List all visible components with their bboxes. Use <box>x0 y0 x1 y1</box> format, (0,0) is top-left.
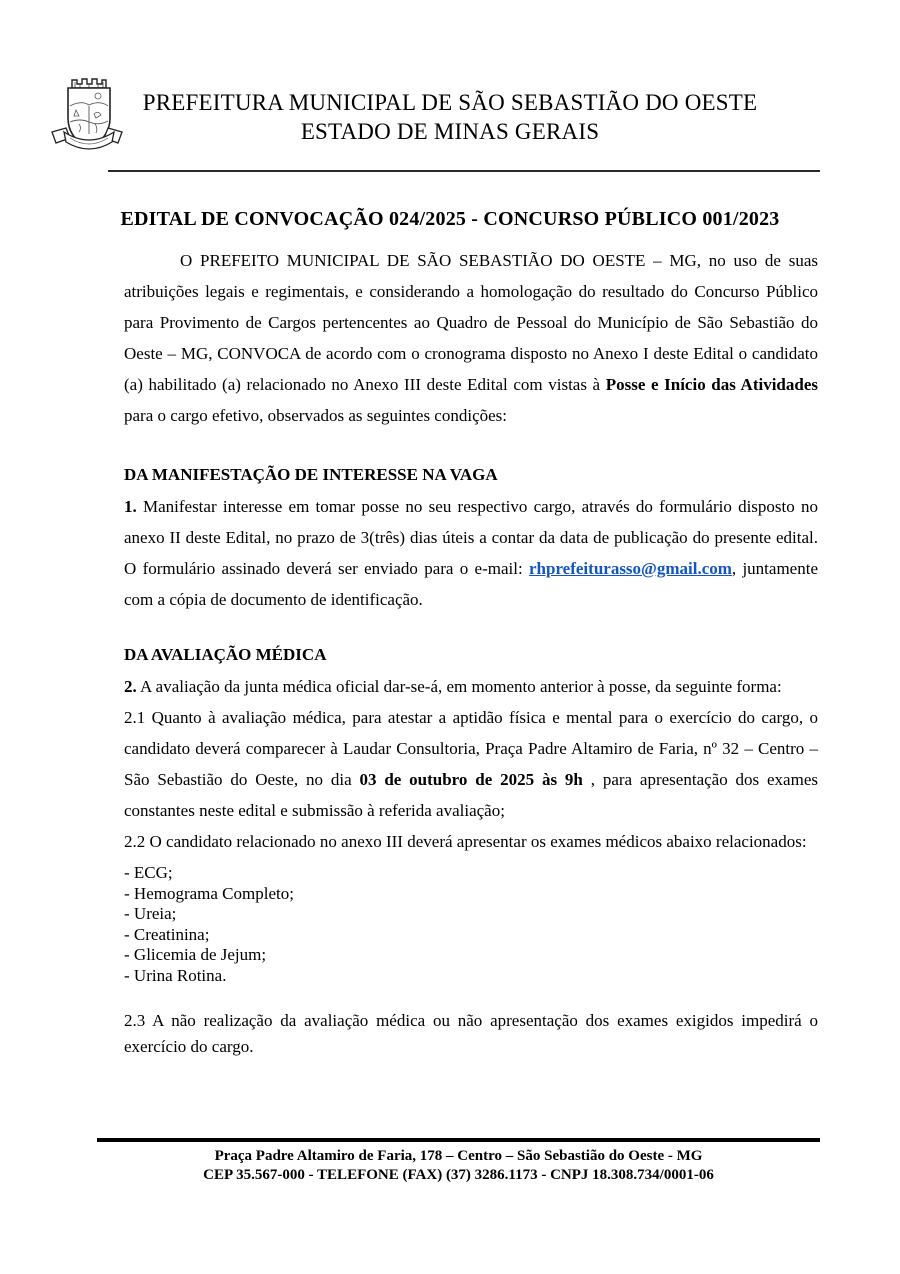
exam-list <box>124 863 818 986</box>
exam-item-creatinina: - Creatinina; <box>124 924 210 944</box>
exam-item-ureia: - Ureia; <box>124 904 177 923</box>
item-1-text-1: Manifestar interesse em tomar posse no seu respectivo cargo, através do formulário disposto no anexo II deste Edital, no prazo de 3(três) dias úteis a contar da data de publicação do presente edital. O formulário assinado deverá ser enviado para o e-mail: <box>124 497 818 578</box>
document-header <box>0 0 900 172</box>
header-line1: PREFEITURA MUNICIPAL DE SÃO SEBASTIÃO DO OESTE <box>142 90 758 115</box>
item-2-1-bold-date: 03 de outubro de 2025 às 9h <box>359 770 583 789</box>
item-2-1-paragraph <box>124 702 818 826</box>
item-2-3-paragraph: 2.3 A não realização da avaliação médica ou não apresentação dos exames exigidos impedirá o exercício do cargo. <box>124 1011 818 1056</box>
document-body <box>124 245 818 1060</box>
intro-text-1: O PREFEITO MUNICIPAL DE SÃO SEBASTIÃO DO OESTE – MG, no uso de suas atribuições legais e regimentais, e considerando a homologação do resultado do Concurso Público para Provimento de Cargos pertencentes ao Quadro de Pessoal do Município de São Sebastião do Oeste – MG, CONVOCA de acordo com o cronograma disposto no Anexo I deste Edital o candidato (a) habilitado (a) relacionado no Anexo III deste Edital com vistas à <box>124 251 818 394</box>
coat-of-arms-logo <box>46 76 128 162</box>
section-heading-interesse: DA MANIFESTAÇÃO DE INTERESSE NA VAGA <box>124 465 498 484</box>
header-divider <box>108 170 820 172</box>
document-footer <box>97 1138 820 1185</box>
intro-bold-posse: Posse e Início das Atividades <box>605 375 818 394</box>
header-title <box>0 76 900 146</box>
item-1-paragraph <box>124 491 818 615</box>
intro-text-2: para o cargo efetivo, observados as seguintes condições: <box>124 406 508 425</box>
item-2-2-paragraph: 2.2 O candidato relacionado no anexo III deverá apresentar os exames médicos abaixo relacionados: <box>124 832 807 851</box>
section-heading-avaliacao-medica: DA AVALIAÇÃO MÉDICA <box>124 645 327 664</box>
item-2-paragraph <box>124 671 818 702</box>
item-1-number: 1. <box>124 497 137 516</box>
document-title: EDITAL DE CONVOCAÇÃO 024/2025 - CONCURSO PÚBLICO 001/2023 <box>120 208 780 230</box>
item-2-1-text-2: , para apresentação dos exames constantes neste edital e submissão à referida avaliação; <box>124 770 818 820</box>
footer-contact: CEP 35.567-000 - TELEFONE (FAX) (37) 3286.1173 - CNPJ 18.308.734/0001-06 <box>203 1167 714 1183</box>
coat-of-arms-icon <box>46 76 128 162</box>
header-line2: ESTADO DE MINAS GERAIS <box>300 119 600 144</box>
item-2-number: 2. <box>124 677 137 696</box>
footer-address: Praça Padre Altamiro de Faria, 178 – Centro – São Sebastião do Oeste - MG <box>214 1148 703 1164</box>
exam-item-urina: - Urina Rotina. <box>124 965 227 985</box>
email-link[interactable]: rhprefeiturasso@gmail.com <box>528 559 732 578</box>
item-1-text-2: , juntamente com a cópia de documento de identificação. <box>124 559 818 609</box>
exam-item-ecg: - ECG; <box>124 863 173 882</box>
exam-item-hemograma: - Hemograma Completo; <box>124 883 294 903</box>
footer-divider <box>97 1138 820 1142</box>
intro-paragraph <box>124 245 818 431</box>
exam-item-glicemia: - Glicemia de Jejum; <box>124 945 267 964</box>
item-2-text: A avaliação da junta médica oficial dar-se-á, em momento anterior à posse, da seguinte forma: <box>136 677 782 696</box>
item-2-1-text-1: 2.1 Quanto à avaliação médica, para atestar a aptidão física e mental para o exercício do cargo, o candidato deverá comparecer à Laudar Consultoria, Praça Padre Altamiro de Faria, nº 32 – Centro – São Sebastião do Oeste, no dia <box>124 708 818 789</box>
